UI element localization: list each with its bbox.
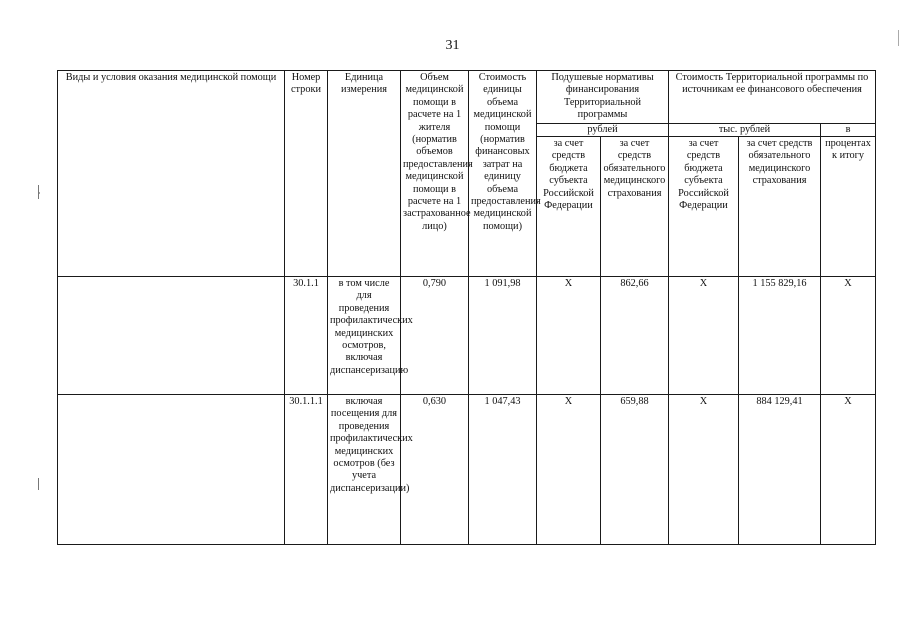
header-unit-cost: Стоимость единицы объема медицинской помощи (норматив финансовых затрат на единицу объема предоставления медицинской помощи) [469,71,537,277]
page-number: 31 [445,38,460,53]
scan-mark [898,30,899,46]
cell-type [58,277,285,395]
cell-cost-percent: X [821,395,876,545]
table-row [58,395,876,545]
header-unit: Единица измерения [328,71,401,277]
cell-unit: в том числе для проведения профилактических медицинских осмотров, включая диспансеризацию [328,277,401,395]
cell-cost-budget: X [669,395,739,545]
header-per-capita-oms: за счет средств обязательного медицинского страхования [601,137,669,277]
header-row-number: Номер строки [285,71,328,277]
cell-cost-percent: X [821,277,876,395]
table-wrapper [57,70,876,545]
header-cost-budget: за счет средств бюджета субъекта Российской Федерации [669,137,739,277]
financing-table [57,70,876,545]
cell-unit-cost: 1 091,98 [469,277,537,395]
cell-per-capita-oms: 659,88 [601,395,669,545]
cell-type [58,395,285,545]
header-unit-rubles: рублей [537,123,669,136]
cell-per-capita-budget: X [537,395,601,545]
table-row [58,277,876,395]
header-cost-percent: процентах к итогу [821,137,876,277]
cell-unit: включая посещения для проведения профилактических медицинских осмотров (без учета диспансеризации) [328,395,401,545]
header-cost-oms: за счет средств обязательного медицинского страхования [739,137,821,277]
cell-volume: 0,630 [401,395,469,545]
cell-cost-oms: 884 129,41 [739,395,821,545]
cell-cost-oms: 1 155 829,16 [739,277,821,395]
cell-volume: 0,790 [401,277,469,395]
header-unit-percent: в [821,123,876,136]
cell-row-number: 30.1.1.1 [285,395,328,545]
scan-mark [38,185,39,199]
cell-cost-budget: X [669,277,739,395]
cell-unit-cost: 1 047,43 [469,395,537,545]
header-volume: Объем медицинской помощи в расчете на 1 жителя (норматив объемов предоставления медицинской помощи в расчете на 1 застрахованное лицо) [401,71,469,277]
header-cost-sources-group: Стоимость Территориальной программы по источникам ее финансового обеспечения [669,71,876,124]
cell-per-capita-budget: X [537,277,601,395]
header-type: Виды и условия оказания медицинской помощи [58,71,285,277]
scan-mark [38,478,39,490]
header-unit-thousand-rubles: тыс. рублей [669,123,821,136]
header-per-capita-budget: за счет средств бюджета субъекта Российской Федерации [537,137,601,277]
cell-per-capita-oms: 862,66 [601,277,669,395]
cell-row-number: 30.1.1 [285,277,328,395]
header-per-capita-group: Подушевые нормативы финансирования Территориальной программы [537,71,669,124]
